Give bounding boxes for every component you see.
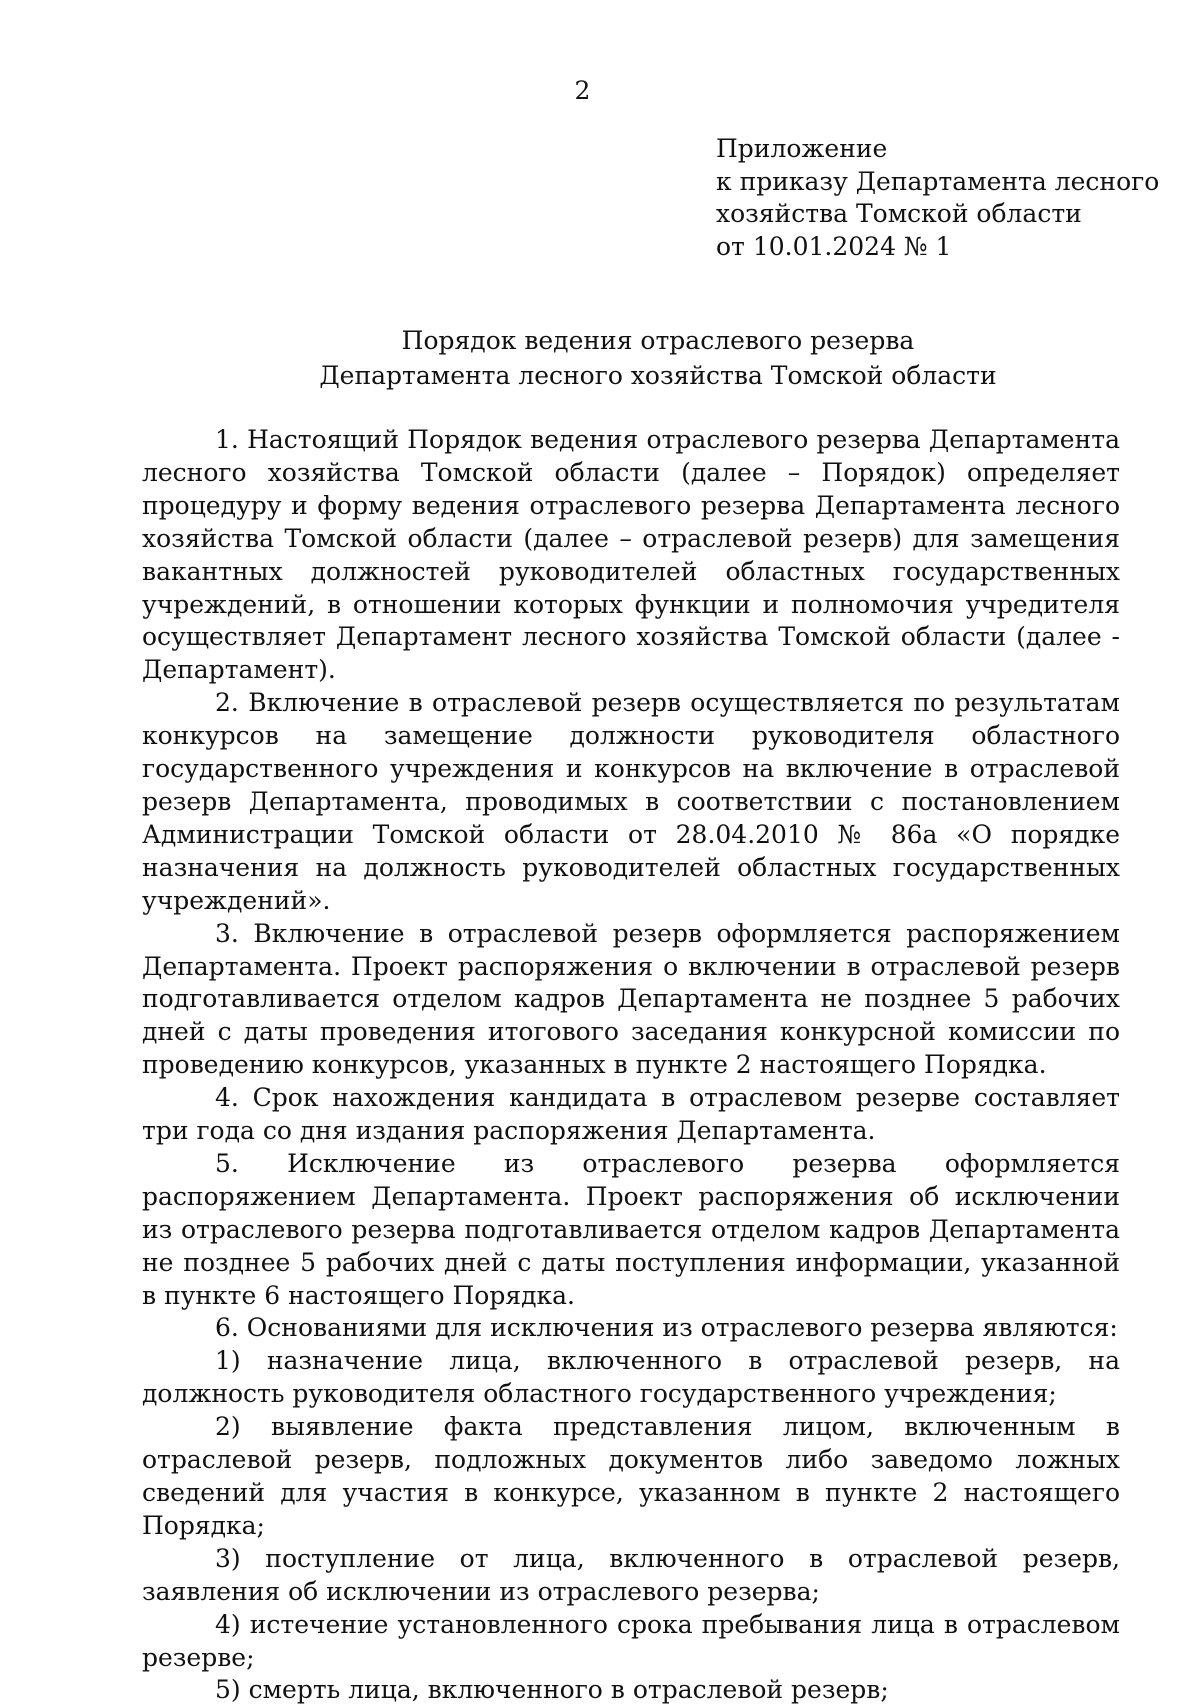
paragraph: 1. Настоящий Порядок ведения отраслевого резерва Департамента лесного хозяйства Томской области (далее – Порядок) определяет процедуру и форму ведения отраслевого резерва Департамента лесного хозяйства Томской области (далее – отраслевой резерв) для замещения вакантных должностей руководителей областных государственных учреждений, в отношении которых функции и полномочия учредителя осуществляет Департамент лесного хозяйства Томской области (далее - Департамент). xyxy=(142,425,1120,685)
paragraph: 3. Включение в отраслевой резерв оформляется распоряжением Департамента. Проект распоряжения о включении в отраслевой резерв подготавливается отделом кадров Департамента не позднее 5 рабочих дней с даты проведения итогового заседания конкурсной комиссии по проведению конкурсов, указанных в пункте 2 настоящего Порядка. xyxy=(142,918,1120,1080)
paragraph: 4. Срок нахождения кандидата в отраслевом резерве составляет три года со дня издания распоряжения Департамента. xyxy=(142,1083,1120,1146)
appendix-line: к приказу Департамента лесного xyxy=(716,166,1160,196)
list-item: 3) поступление от лица, включенного в отраслевой резерв, заявления об исключении из отраслевого резерва; xyxy=(142,1543,1120,1606)
list-item: 5) смерть лица, включенного в отраслевой резерв; xyxy=(215,1675,889,1705)
list-item: 4) истечение установленного срока пребывания лица в отраслевом резерве; xyxy=(142,1609,1120,1672)
page-number: 2 xyxy=(574,76,591,105)
appendix-line: от 10.01.2024 № 1 xyxy=(716,231,952,261)
title-line: Департамента лесного хозяйства Томской области xyxy=(319,361,997,390)
list-item: 2) выявление факта представления лицом, включенным в отраслевой резерв, подложных документов либо заведомо ложных сведений для участия в конкурсе, указанном в пункте 2 настоящего Порядка; xyxy=(142,1412,1120,1540)
appendix-line: хозяйства Томской области xyxy=(716,199,1082,228)
document-body xyxy=(142,424,1120,1707)
paragraph: 6. Основаниями для исключения из отраслевого резерва являются: xyxy=(215,1313,1118,1343)
title-line: Порядок ведения отраслевого резерва xyxy=(401,326,915,355)
document-title xyxy=(0,323,1200,393)
paragraph: 2. Включение в отраслевой резерв осуществляется по результатам конкурсов на замещение должности руководителя областного государственного учреждения и конкурсов на включение в отраслевой резерв Департамента, проводимых в соответствии с постановлением Администрации Томской области от 28.04.2010 № 86а «О порядке назначения на должность руководителей областных государственных учреждений». xyxy=(142,688,1120,915)
appendix-block xyxy=(716,133,1160,263)
paragraph: 5. Исключение из отраслевого резерва оформляется распоряжением Департамента. Проект распоряжения об исключении из отраслевого резерва подготавливается отделом кадров Департамента не позднее 5 рабочих дней с даты поступления информации, указанной в пункте 6 настоящего Порядка. xyxy=(142,1148,1120,1310)
list-item: 1) назначение лица, включенного в отраслевой резерв, на должность руководителя областного государственного учреждения; xyxy=(142,1346,1120,1409)
appendix-line: Приложение xyxy=(716,134,888,163)
